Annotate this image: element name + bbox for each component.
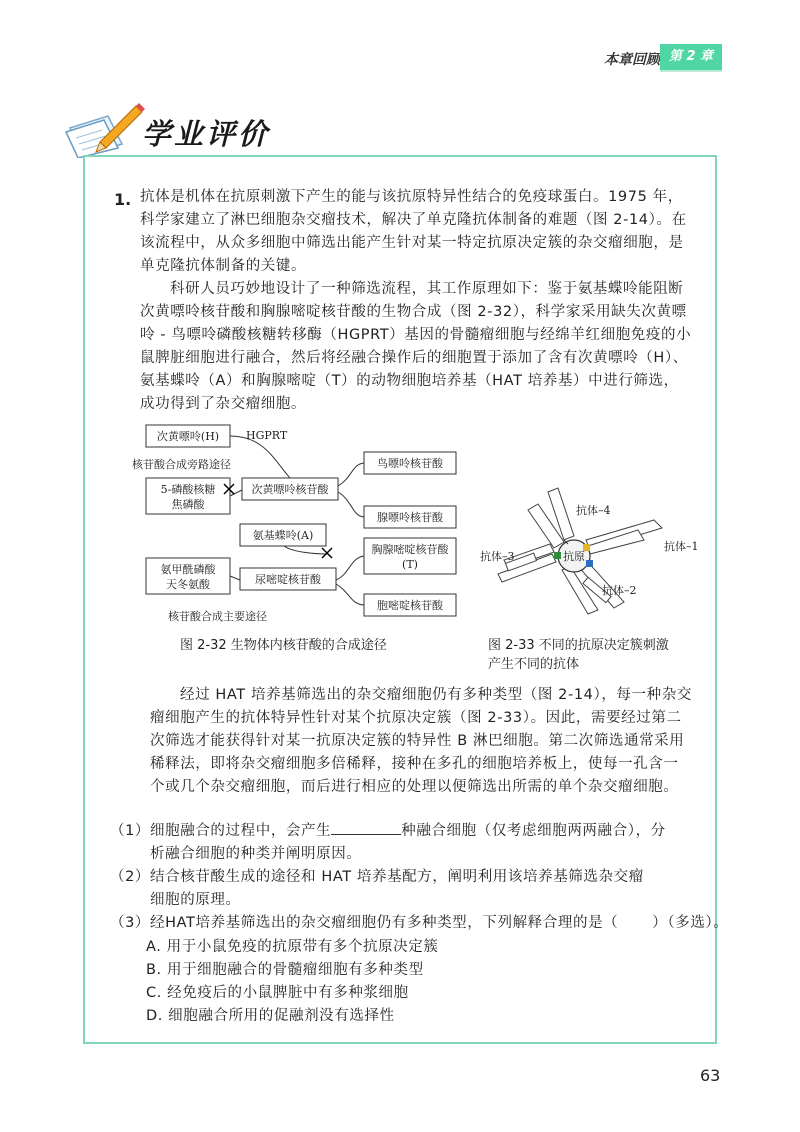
notebook-pencil-icon [62, 98, 146, 158]
label-salvage-pathway: 核苷酸合成旁路途径 [132, 458, 231, 471]
subquestion-2-line2: 细胞的原理。 [150, 892, 241, 908]
question-method-paragraph: 科研人员巧妙地设计了一种筛选流程，其工作原理如下：鉴于氨基蝶呤能阻断次黄嘌呤核苷酸和胸腺嘧啶核苷酸的生物合成（图 2-32），科学家采用缺失次黄嘌呤 - 鸟嘌呤磷酸核糖转移酶（HGPRT）基因的骨髓瘤细胞与经绵羊红细胞免疫的小鼠脾脏细胞进行融合，然后将经融合操作后的细胞置于添加了含有次黄嘌呤（H）、氨基蝶呤（A）和胸腺嘧啶（T）的动物细胞培养基（HAT 培养基）中进行筛选，成功得到了杂交瘤细胞。 [140, 281, 692, 412]
label-main-pathway: 核苷酸合成主要途径 [168, 610, 267, 623]
option-d: D. 细胞融合所用的促融剂没有选择性 [146, 1008, 395, 1024]
option-a: A. 用于小鼠免疫的抗原带有多个抗原决定簇 [146, 939, 439, 955]
antibody-epitope-diagram [478, 470, 722, 620]
label-antibody-4: 抗体–4 [576, 504, 611, 517]
label-antibody-1: 抗体–1 [664, 540, 699, 553]
label-antibody-2: 抗体–2 [602, 584, 637, 597]
box-thymidylate-line1: 胸腺嘧啶核苷酸 [371, 543, 449, 556]
figure-2-32-caption: 图 2-32 生物体内核苷酸的合成途径 [180, 638, 387, 653]
label-antigen: 抗原 [563, 550, 585, 563]
subquestion-1-line1 [110, 820, 666, 843]
chapter-badge: 第 2 章 [660, 44, 722, 70]
figure-2-33-caption-line1: 图 2-33 不同的抗原决定簇刺激 [488, 638, 669, 653]
subquestion-1-suffix: 种融合细胞（仅考虑细胞两两融合），分 [401, 823, 666, 839]
nucleotide-synthesis-diagram [124, 420, 474, 640]
chapter-review-title: 本章回顾 [604, 52, 660, 68]
box-thymidylate-line2: (T) [402, 558, 418, 571]
box-prpp-line1: 5-磷酸核糖 [160, 483, 216, 496]
question-screening-paragraph: 经过 HAT 培养基筛选出的杂交瘤细胞仍有多种类型（图 2-14），每一种杂交瘤细胞产生的抗体特异性针对某个抗原决定簇（图 2-33）。因此，需要经过第二次筛选才能获得针对某一抗原决定簇的特异性 B 淋巴细胞。第二次筛选通常采用稀释法，即将杂交瘤细胞多倍稀释，接种在多孔的细胞培养板上，使每一孔含一个或几个杂交瘤细胞，而后进行相应的处理以便筛选出所需的单个杂交瘤细胞。 [150, 687, 692, 795]
box-carbamoyl-line1: 氨甲酰磷酸 [160, 563, 216, 576]
question-intro-paragraph: 抗体是机体在抗原刺激下产生的能与该抗原特异性结合的免疫球蛋白。1975 年，科学家建立了淋巴细胞杂交瘤技术，解决了单克隆抗体制备的难题（图 2-14）。在该流程中，从众多细胞中筛选出能产生针对某一特定抗原决定簇的杂交瘤细胞，是单克隆抗体制备的关键。 [140, 189, 687, 274]
figure-2-33-caption-line2: 产生不同的抗体 [488, 657, 580, 672]
subquestion-3-suffix: ）（多选）。 [652, 915, 729, 931]
subquestion-1-prefix: （1）细胞融合的过程中，会产生 [110, 823, 332, 839]
section-title: 学业评价 [142, 117, 271, 151]
subquestion-3-prefix: （3）经HAT培养基筛选出的杂交瘤细胞仍有多种类型，下列解释合理的是（ [110, 915, 619, 931]
box-amp: 腺嘌呤核苷酸 [377, 511, 443, 524]
box-cmp: 胞嘧啶核苷酸 [377, 599, 443, 612]
subquestion-1-line2: 析融合细胞的种类并阐明原因。 [150, 846, 362, 862]
option-b: B. 用于细胞融合的骨髓瘤细胞有多种类型 [146, 962, 424, 978]
option-c: C. 经免疫后的小鼠脾脏中有多种浆细胞 [146, 985, 409, 1001]
box-aminopterin: 氨基蝶呤(A) [252, 529, 314, 542]
subquestion-3-line [110, 912, 728, 935]
question-number: 1. [114, 190, 132, 209]
box-prpp-line2: 焦磷酸 [171, 498, 205, 511]
label-antibody-3: 抗体–3 [480, 550, 515, 563]
box-hypoxanthine: 次黄嘌呤(H) [156, 430, 220, 443]
box-ump: 尿嘧啶核苷酸 [255, 573, 321, 586]
page-number: 63 [700, 1066, 721, 1085]
box-imp: 次黄嘌呤核苷酸 [251, 483, 329, 496]
label-hgprt: HGPRT [246, 429, 288, 442]
header-divider [660, 70, 722, 72]
box-gmp: 鸟嘌呤核苷酸 [377, 457, 443, 470]
answer-blank[interactable] [331, 820, 401, 835]
box-carbamoyl-line2: 天冬氨酸 [166, 578, 210, 591]
subquestion-2-line1: （2）结合核苷酸生成的途径和 HAT 培养基配方，阐明利用该培养基筛选杂交瘤 [110, 869, 644, 885]
